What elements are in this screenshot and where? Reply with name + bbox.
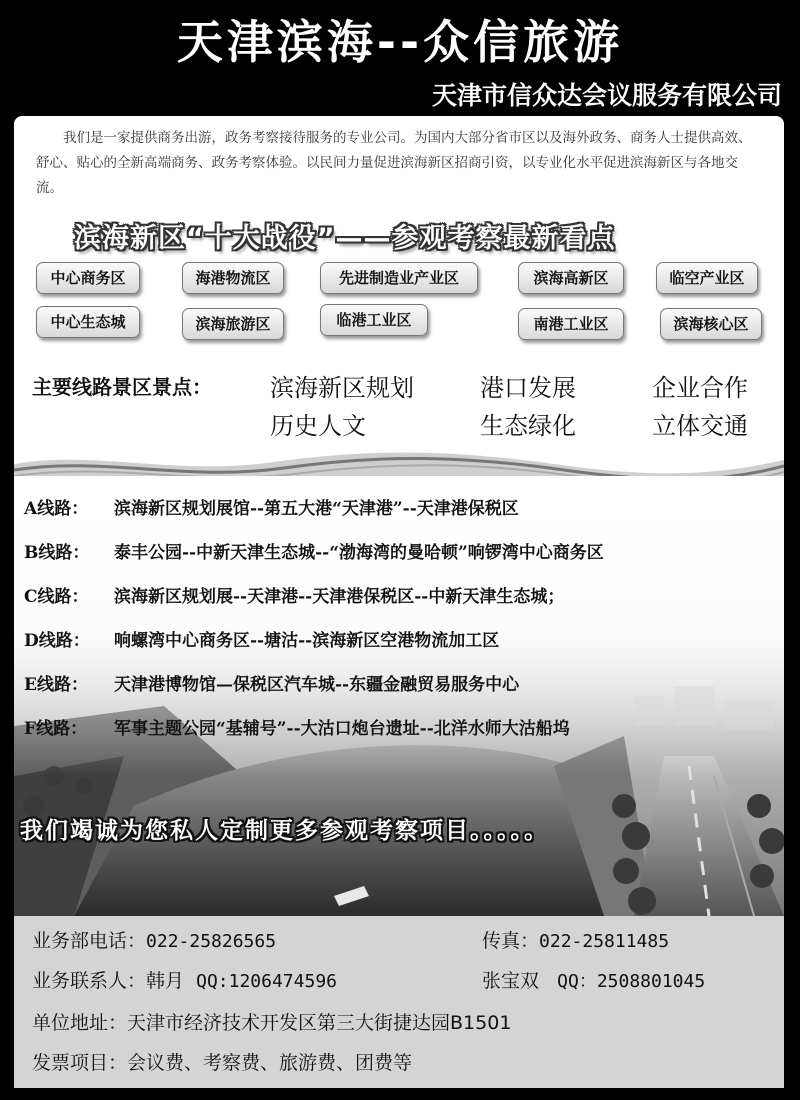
tour-line-label: C线路： [24,587,89,607]
tour-line [24,714,570,739]
contact2-row [482,966,705,993]
invoice-label: 发票项目： [32,1052,128,1074]
tour-line-text: 滨海新区规划展馆--第五大港“天津港”--天津港保税区 [114,499,519,519]
address-value: 天津市经济技术开发区第三大街捷达园B1501 [127,1012,512,1034]
tour-line-text: 响螺湾中心商务区--塘沽--滨海新区空港物流加工区 [114,631,500,651]
routes-label: 主要线路景区景点： [32,375,212,399]
invoice-row [32,1048,412,1075]
tour-line-label: E线路： [24,675,88,695]
route-item: 企业合作 [652,374,748,402]
zone-badge: 临港工业区 [320,304,428,336]
tour-line-text: 天津港博物馆—保税区汽车城--东疆金融贸易服务中心 [114,675,520,695]
invoice-value: 会议费、考察费、旅游费、团费等 [127,1052,413,1074]
tour-line [24,626,499,651]
contact2-name: 张宝双 [482,970,540,992]
contact1-row [32,966,337,993]
main-title: 天津滨海--众信旅游 [176,15,624,69]
tour-line-label: B线路： [24,543,90,563]
phone-label: 业务部电话： [32,930,147,952]
route-item: 生态绿化 [480,412,576,440]
phone-row [32,926,276,953]
content-panel [14,116,784,916]
zone-badge: 中心生态城 [36,306,140,338]
address-row [32,1008,511,1035]
route-item: 历史人文 [270,412,366,440]
contact1-label: 业务联系人：韩月 [32,970,185,992]
phone-number: 022-25826565 [146,931,277,952]
zone-badge: 中心商务区 [36,262,140,294]
tour-line-text: 军事主题公园“基辅号”--大沽口炮台遗址--北洋水师大沽船坞 [114,719,570,739]
contact2-qq: QQ：2508801045 [557,971,706,992]
tour-line-text: 泰丰公园--中新天津生态城--“渤海湾的曼哈顿”响锣湾中心商务区 [114,543,604,563]
tour-line-label: D线路： [24,631,90,651]
tour-line-text: 滨海新区规划展--天津港--天津港保税区--中新天津生态城； [114,587,565,607]
tour-line-label: A线路： [24,499,89,519]
zone-badge: 滨海旅游区 [182,308,284,340]
route-item: 滨海新区规划 [270,374,414,402]
tour-line [24,670,519,695]
zone-badge: 先进制造业产业区 [320,262,478,294]
fax-row [482,926,669,953]
route-item: 港口发展 [480,374,576,402]
section-banner: 滨海新区“十大战役”——参观考察最新看点 [74,223,616,254]
fax-number: 022-25811485 [539,931,670,952]
address-label: 单位地址： [32,1012,128,1034]
company-name: 天津市信众达会议服务有限公司 [431,81,782,110]
zone-badge: 临空产业区 [656,262,758,294]
tour-line [24,494,519,519]
slogan: 我们竭诚为您私人定制更多参观考察项目。。。。。 [20,818,549,844]
tour-line [24,582,564,607]
contact1-qq: QQ:1206474596 [196,971,337,992]
zone-badge: 南港工业区 [518,308,624,340]
zone-badge: 滨海核心区 [660,308,762,340]
intro-paragraph: 我们是一家提供商务出游，政务考察接待服务的专业公司。为国内大部分省市区以及海外政务、商务人士提供高效、舒心、贴心的全新高端商务、政务考察体验。以民间力量促进滨海新区招商引资，以专业化水平促进滨海新区与各地交流。 [36,130,752,196]
fax-label: 传真： [482,930,540,952]
tour-line-label: F线路： [24,719,88,739]
zone-badge: 海港物流区 [182,262,284,294]
route-item: 立体交通 [652,412,748,440]
tour-line [24,538,604,563]
contact-box [14,916,784,1088]
zone-badge: 滨海高新区 [518,262,624,294]
